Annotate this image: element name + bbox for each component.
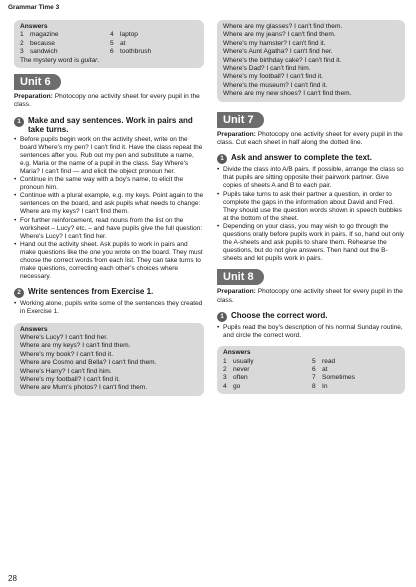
answer-text: because — [30, 39, 55, 47]
answers-grid — [20, 31, 198, 56]
step-title: Choose the correct word. — [231, 310, 328, 320]
answers-title: Answers — [20, 23, 48, 30]
bullet-item: • Working alone, pupils write some of the sentences they created in Exercise 1. — [14, 300, 204, 316]
answers-box-continued — [217, 20, 405, 102]
step-number-badge: 1 — [217, 154, 227, 164]
unit-8-heading: Unit 8 — [217, 269, 264, 285]
answer-text: often — [233, 374, 248, 382]
unit-6-step-1-bullets — [14, 136, 204, 282]
unit-6-step-2 — [14, 287, 204, 298]
answer-line: Where are Cosmo and Bella? I can't find them. — [20, 359, 157, 367]
answers-title: Answers — [20, 325, 48, 333]
answer-line: Where's Harry? I can't find him. — [20, 367, 112, 375]
answer-text: magazine — [30, 31, 59, 39]
answer-line: Where are Mum's photos? I can't find them. — [20, 384, 148, 392]
mystery-prefix: The mystery word is — [20, 56, 81, 64]
answer-line: Where's Dad? I can't find him. — [223, 65, 311, 73]
answer-number: 5 — [110, 39, 114, 47]
answer-number: 2 — [223, 365, 227, 373]
prep-text: Photocopy one activity sheet for every pupil in the class. Cut each sheet in half along the dotted line. — [217, 130, 403, 146]
answer-line: Where's the birthday cake? I can't find it. — [223, 56, 342, 64]
answer-number: 4 — [223, 382, 227, 390]
answer-line: Where are my glasses? I can't find them. — [223, 23, 343, 30]
answers-title: Answers — [223, 349, 251, 357]
prep-label: Preparation: — [217, 288, 256, 296]
mystery-word-line — [20, 57, 198, 65]
answer-text: laptop — [120, 31, 138, 39]
page-number: 28 — [8, 574, 17, 583]
prep-label: Preparation: — [14, 93, 53, 101]
mystery-word: guitar — [80, 56, 98, 64]
bullet-item: • For further reinforcement, read nouns from the list on the worksheet – Lucy? etc. – and have pupils give the full question: Where's Lucy? I can't find her. — [14, 217, 204, 241]
bullet-item: • Continue with a plural example, e.g. my keys. Point again to the sentences on the board, and ask pupils what needs to change: Where are my keys? I can't find them. — [14, 192, 204, 216]
step-number-badge: 2 — [14, 288, 24, 298]
answer-text: at — [322, 365, 328, 373]
step-title: Ask and answer to complete the text. — [231, 153, 372, 163]
answer-text: go — [233, 382, 241, 390]
answer-line: Where's my football? I can't find it. — [20, 375, 121, 383]
answer-line: Where's my book? I can't find it. — [20, 350, 114, 358]
unit-7-step-1-bullets — [217, 166, 405, 263]
step-number-badge: 1 — [217, 312, 227, 322]
answer-text: In — [322, 382, 328, 390]
answer-number: 1 — [20, 31, 24, 39]
bullet-item: • Depending on your class, you may wish to go through the questions orally before pupils work in pairs. If so, hand out only the A-sheets and ask pupils to share them. Rehearse the questions, but do not give answers. Then hand out the B-sheets and let pupils work in pairs. — [217, 223, 405, 263]
answer-text: never — [233, 365, 250, 373]
answer-line: Where are my keys? I can't find them. — [20, 342, 131, 350]
answer-line: Where's my hamster? I can't find it. — [223, 39, 326, 47]
answer-line: Where's Aunt Agatha? I can't find her. — [223, 48, 333, 56]
bullet-item: • Hand out the activity sheet. Ask pupils to work in pairs and make questions like the one you wrote on the board. They must choose the correct words from each list. They can take turns to make questions, correcting each other's choices where necessary. — [14, 241, 204, 281]
unit-7-heading: Unit 7 — [217, 112, 264, 128]
page-header: Grammar Time 3 — [8, 4, 60, 11]
answer-text: read — [322, 357, 336, 365]
answer-number: 6 — [312, 365, 316, 373]
mystery-suffix: . — [97, 56, 100, 64]
bullet-item: • Divide the class into A/B pairs. If possible, arrange the class so that pupils are sitting opposite their pairwork partner. Give copies of sheets A and B to each pair. — [217, 166, 405, 190]
bullet-item: • Continue in the same way with a boy's name, to elicit the pronoun him. — [14, 176, 204, 192]
bullet-item: • Pupils take turns to ask their partner a question, in order to complete the gaps in the information about David and Fred. They should use the question words shown in speech bubbles at the bottom of the sheet. — [217, 191, 405, 223]
bullet-item: • Pupils read the boy's description of his normal Sunday routine, and circle the correct word. — [217, 324, 405, 340]
answers-grid — [223, 358, 399, 392]
answer-line: Where are my jeans? I can't find them. — [223, 31, 336, 39]
prep-text: Photocopy one activity sheet for every pupil in the class. — [14, 93, 200, 109]
prep-label: Preparation: — [217, 130, 256, 138]
answer-number: 1 — [223, 357, 227, 365]
answer-number: 4 — [110, 31, 114, 39]
answers-box-unit6 — [14, 323, 204, 396]
unit-7-step-1 — [217, 153, 405, 164]
answer-text: toothbrush — [120, 48, 152, 56]
step-title: Make and say sentences. Work in pairs and take turns. — [28, 115, 193, 134]
unit-8-step-1-bullets — [217, 324, 405, 340]
answer-text: at — [120, 39, 126, 47]
answer-line: Where's Lucy? I can't find her. — [20, 333, 108, 341]
unit-6-preparation — [14, 93, 204, 110]
answer-line: Where's the museum? I can't find it. — [223, 81, 328, 89]
step-title: Write sentences from Exercise 1. — [28, 287, 154, 297]
answer-number: 3 — [223, 374, 227, 382]
answer-text: sandwich — [30, 48, 58, 56]
unit-6-step-2-bullets — [14, 300, 204, 316]
unit-6-heading: Unit 6 — [14, 74, 61, 90]
answer-number: 3 — [20, 48, 24, 56]
answers-box-unit5 — [14, 20, 204, 68]
answer-number: 5 — [312, 357, 316, 365]
unit-7-preparation — [217, 131, 405, 148]
answer-text: usually — [233, 357, 254, 365]
answer-text: Sometimes — [322, 374, 355, 382]
answers-box-unit8 — [217, 346, 405, 394]
step-number-badge: 1 — [14, 117, 24, 127]
answer-line: Where are my new shoes? I can't find them. — [223, 90, 352, 98]
left-column — [14, 20, 204, 396]
unit-8-step-1 — [217, 311, 405, 322]
answer-number: 2 — [20, 39, 24, 47]
right-column — [217, 20, 405, 394]
bullet-item: • Before pupils begin work on the activity sheet, write on the board Where's my pen? I can't find it. Have the class repeat the sentences after you. Rub out my pen and substitute a name, e.g. Maria or the name of a pupil in the class. Say Where's Maria? I can't find — and elicit the object pronoun her. — [14, 136, 204, 176]
prep-text: Photocopy one activity sheet for every pupil in the class. — [217, 288, 403, 304]
answer-number: 7 — [312, 374, 316, 382]
answer-number: 6 — [110, 48, 114, 56]
answers-lines — [20, 334, 198, 393]
answer-line: Where's my football? I can't find it. — [223, 73, 324, 81]
answer-number: 8 — [312, 382, 316, 390]
unit-8-preparation — [217, 288, 405, 305]
unit-6-step-1 — [14, 116, 204, 134]
